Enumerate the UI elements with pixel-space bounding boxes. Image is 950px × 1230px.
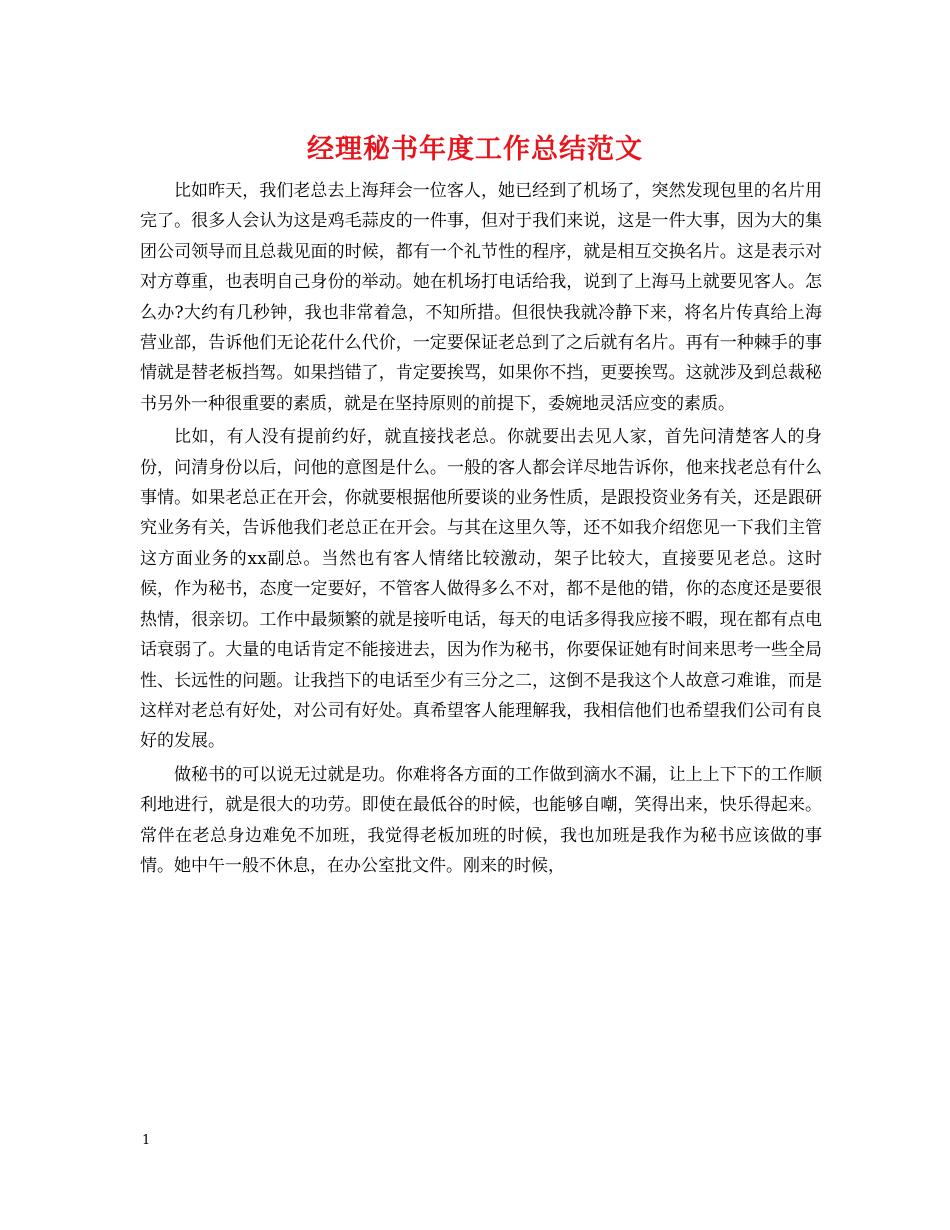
- paragraph-3: 做秘书的可以说无过就是功。你难将各方面的工作做到滴水不漏，让上上下下的工作顺利地进行，就是很大的功劳。即使在最低谷的时候，也能够自嘲，笑得出来，快乐得起来。常伴在老总身边难免不加班，我觉得老板加班的时候，我也加班是我作为秘书应该做的事情。她中午一般不休息，在办公室批文件。刚来的时候，: [140, 764, 822, 876]
- page-number: 1: [142, 1133, 151, 1148]
- paragraph-2: 比如，有人没有提前约好，就直接找老总。你就要出去见人家，首先问清楚客人的身份，问清身份以后，问他的意图是什么。一般的客人都会详尽地告诉你，他来找老总有什么事情。如果老总正在开会，你就要根据他所要谈的业务性质，是跟投资业务有关，还是跟研究业务有关，告诉他我们老总正在开会。与其在这里久等，还不如我介绍您见一下我们主管这方面业务的xx副总。当然也有客人情绪比较激动，架子比较大，直接要见老总。这时候，作为秘书，态度一定要好，不管客人做得多么不对，都不是他的错，你的态度还是要很热情，很亲切。工作中最频繁的就是接听电话，每天的电话多得我应接不暇，现在都有点电话衰弱了。大量的电话肯定不能接进去，因为作为秘书，你要保证她有时间来思考一些全局性、长远性的问题。让我挡下的电话至少有三分之二，这倒不是我这个人故意刁难谁，而是这样对老总有好处，对公司有好处。真希望客人能理解我，我相信他们也希望我们公司有良好的发展。: [140, 427, 822, 752]
- document-body: [140, 176, 822, 881]
- document-title: 经理秘书年度工作总结范文: [307, 134, 643, 165]
- paragraph-1: 比如昨天，我们老总去上海拜会一位客人，她已经到了机场了，突然发现包里的名片用完了。很多人会认为这是鸡毛蒜皮的一件事，但对于我们来说，这是一件大事，因为大的集团公司领导而且总裁见面的时候，都有一个礼节性的程序，就是相互交换名片。这是表示对对方尊重，也表明自己身份的举动。她在机场打电话给我，说到了上海马上就要见客人。怎么办?大约有几秒钟，我也非常着急，不知所措。但很快我就冷静下来，将名片传真给上海营业部，告诉他们无论花什么代价，一定要保证老总到了之后就有名片。再有一种棘手的事情就是替老板挡驾。如果挡错了，肯定要挨骂，如果你不挡，更要挨骂。这就涉及到总裁秘书另外一种很重要的素质，就是在坚持原则的前提下，委婉地灵活应变的素质。: [140, 181, 822, 414]
